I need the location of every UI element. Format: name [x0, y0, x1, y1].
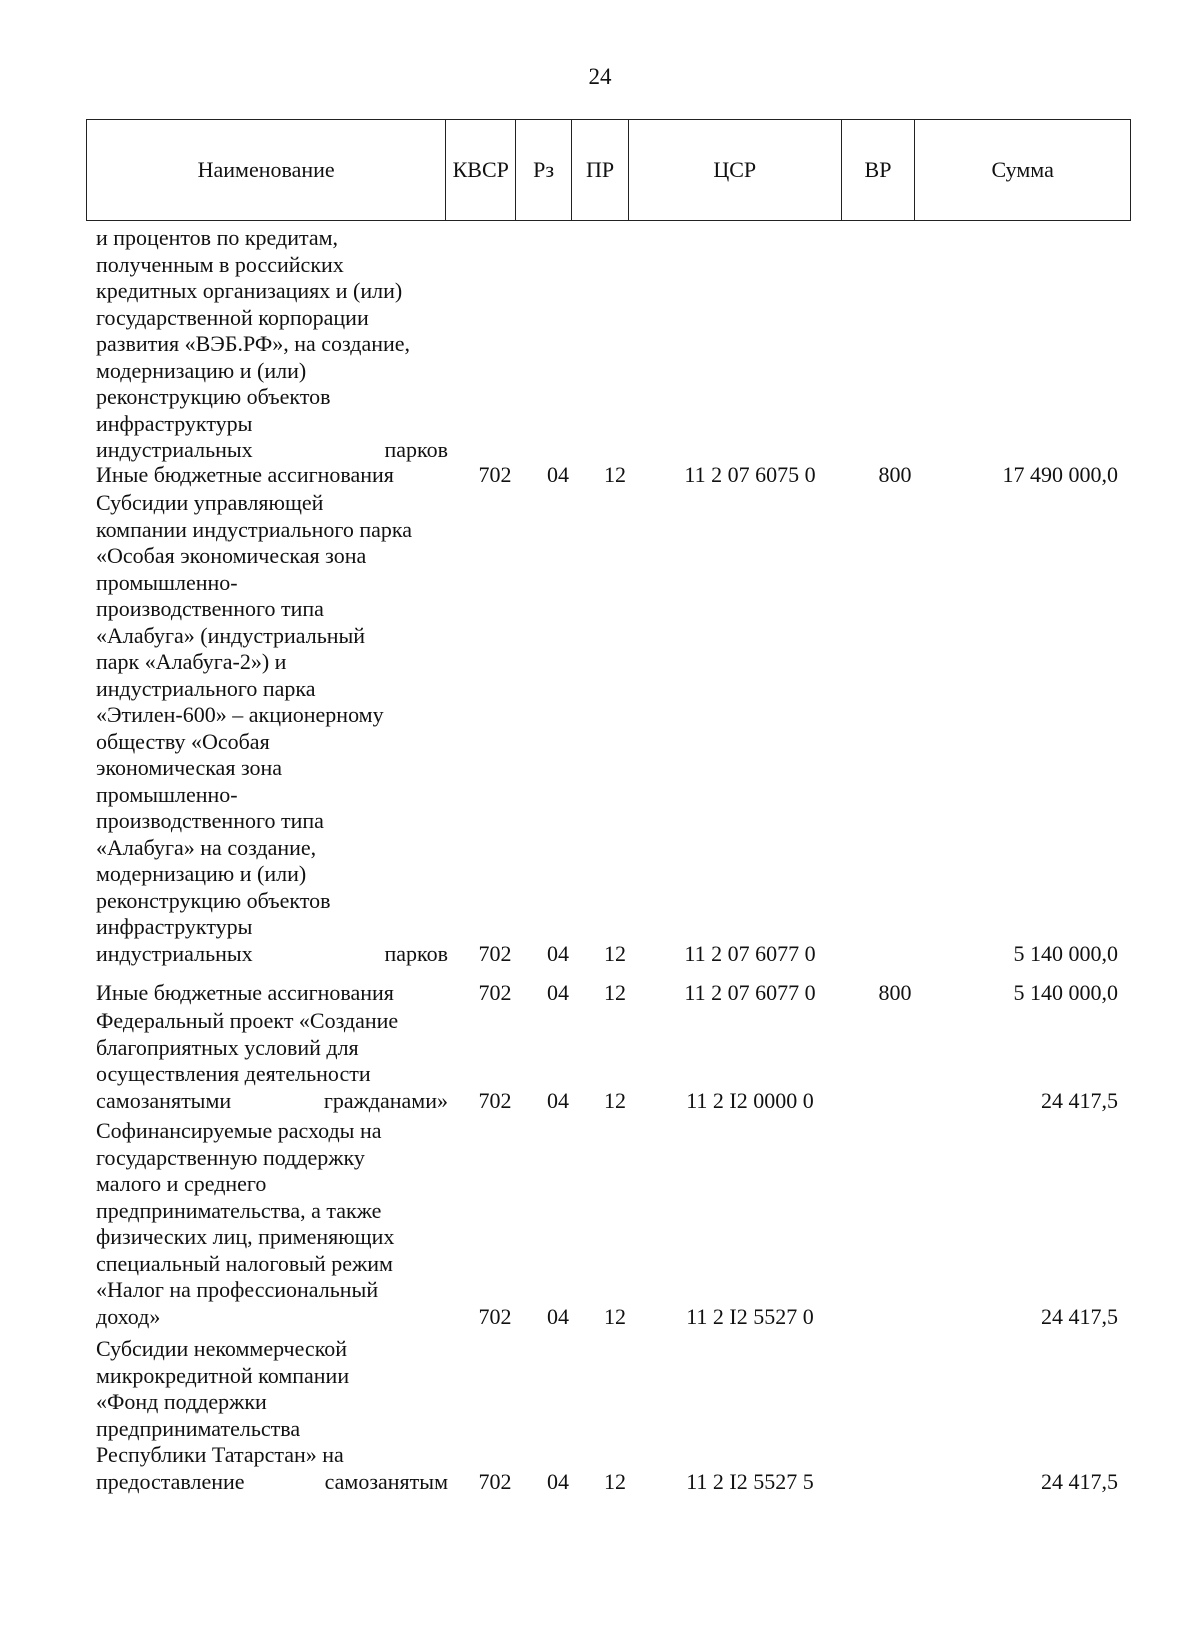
- row-name-line: производственного типа: [96, 808, 324, 833]
- cell-pr: 12: [604, 1303, 626, 1329]
- row-name-line: микрокредитной компании: [96, 1362, 350, 1388]
- row-name: [96, 225, 448, 464]
- cell-csr: 11 2 I2 0000 0: [686, 1087, 814, 1113]
- row-name-line: индустриального парка: [96, 675, 316, 701]
- row-name: [96, 980, 448, 1007]
- header-name: Наименование: [87, 120, 446, 220]
- cell-kvsr: 702: [478, 940, 512, 966]
- row-name-line: реконструкцию объектов: [96, 887, 331, 913]
- row-name-line: промышленно-: [96, 781, 238, 807]
- cell-pr: 12: [604, 980, 626, 1005]
- cell-rz: 04: [547, 1087, 569, 1113]
- row-name-line: специальный налоговый режим: [96, 1250, 393, 1276]
- cell-pr: 12: [604, 462, 626, 487]
- header-kvsr: КВСР: [446, 120, 516, 220]
- cell-rz: 04: [547, 940, 569, 966]
- cell-sum: 24 417,5: [1041, 1303, 1118, 1329]
- cell-rz: 04: [547, 1468, 569, 1494]
- cell-sum: 5 140 000,0: [1013, 980, 1118, 1005]
- cell-vr: 800: [878, 462, 912, 487]
- row-name-line: Иные бюджетные ассигнования: [96, 980, 394, 1005]
- row-name-line: кредитных организациях и (или): [96, 278, 403, 303]
- header-csr: ЦСР: [629, 120, 842, 220]
- row-name-line: обществу «Особая: [96, 728, 270, 754]
- row-name-line: осуществления деятельности: [96, 1061, 371, 1086]
- row-name: [96, 490, 448, 967]
- row-name-line: «Алабуга» (индустриальный: [96, 622, 366, 648]
- row-name-line: индустриальных парков: [96, 437, 448, 462]
- cell-csr: 11 2 I2 5527 0: [686, 1303, 814, 1329]
- cell-csr: 11 2 07 6077 0: [684, 980, 816, 1005]
- header-pr: ПР: [572, 120, 629, 220]
- cell-csr: 11 2 I2 5527 5: [686, 1468, 814, 1494]
- cell-pr: 12: [604, 1087, 626, 1113]
- row-name-line: доход»: [96, 1303, 161, 1329]
- cell-rz: 04: [547, 462, 569, 487]
- cell-csr: 11 2 07 6075 0: [684, 462, 816, 487]
- row-name-line: реконструкцию объектов: [96, 384, 331, 409]
- row-name-line: государственной корпорации: [96, 304, 369, 330]
- cell-kvsr: 702: [478, 1468, 512, 1494]
- cell-rz: 04: [547, 1303, 569, 1329]
- row-name-line: индустриальных парков: [96, 940, 448, 966]
- row-name-line: инфраструктуры: [96, 914, 253, 939]
- row-name: [96, 1336, 448, 1495]
- cell-sum: 24 417,5: [1041, 1468, 1118, 1494]
- header-vr: ВР: [842, 120, 916, 220]
- row-name-line: предпринимательства, а также: [96, 1197, 382, 1223]
- row-name-line: Субсидии управляющей: [96, 490, 324, 515]
- row-name-line: «Фонд поддержки: [96, 1389, 267, 1414]
- row-name-line: благоприятных условий для: [96, 1034, 359, 1060]
- cell-sum: 17 490 000,0: [1002, 462, 1118, 487]
- cell-sum: 24 417,5: [1041, 1087, 1118, 1113]
- row-name-line: физических лиц, применяющих: [96, 1224, 395, 1249]
- row-name-line: парк «Алабуга-2») и: [96, 649, 287, 674]
- row-name-line: предпринимательства: [96, 1415, 301, 1441]
- header-sum: Сумма: [991, 157, 1054, 182]
- row-name-line: инфраструктуры: [96, 410, 253, 436]
- row-name-line: государственную поддержку: [96, 1144, 365, 1170]
- row-name-line: и процентов по кредитам,: [96, 225, 339, 250]
- row-name-line: предоставление самозанятым: [96, 1468, 448, 1494]
- row-name-line: развития «ВЭБ.РФ», на создание,: [96, 331, 411, 356]
- cell-vr: 800: [878, 980, 912, 1005]
- row-name-line: компании индустриального парка: [96, 516, 412, 542]
- cell-kvsr: 702: [478, 1303, 512, 1329]
- row-name-line: «Особая экономическая зона: [96, 543, 367, 568]
- table-header: [86, 119, 1131, 221]
- row-name-line: Федеральный проект «Создание: [96, 1008, 399, 1033]
- cell-pr: 12: [604, 940, 626, 966]
- row-name-line: модернизацию и (или): [96, 861, 307, 886]
- row-name-line: Республики Татарстан» на: [96, 1442, 344, 1467]
- row-name-line: полученным в российских: [96, 251, 344, 277]
- row-name-line: Софинансируемые расходы на: [96, 1118, 382, 1143]
- cell-rz: 04: [547, 980, 569, 1005]
- row-name-line: самозанятыми гражданами»: [96, 1087, 448, 1113]
- row-name-line: экономическая зона: [96, 755, 283, 780]
- cell-kvsr: 702: [478, 462, 512, 487]
- row-name: [96, 462, 448, 489]
- cell-sum: 5 140 000,0: [1013, 940, 1118, 966]
- cell-kvsr: 702: [478, 1087, 512, 1113]
- row-name-line: модернизацию и (или): [96, 357, 307, 383]
- row-name-line: «Этилен-600» – акционерному: [96, 702, 384, 727]
- row-name-line: малого и среднего: [96, 1171, 267, 1196]
- row-name-line: «Налог на профессиональный: [96, 1277, 379, 1302]
- row-name-line: промышленно-: [96, 569, 238, 595]
- row-name-line: производственного типа: [96, 596, 324, 621]
- cell-csr: 11 2 07 6077 0: [684, 940, 816, 966]
- row-name-line: Иные бюджетные ассигнования: [96, 462, 394, 487]
- row-name-line: Субсидии некоммерческой: [96, 1336, 348, 1361]
- header-rz: Рз: [516, 120, 572, 220]
- row-name-line: «Алабуга» на создание,: [96, 834, 317, 860]
- page-number: 24: [588, 64, 612, 89]
- cell-kvsr: 702: [478, 980, 512, 1005]
- row-name: [96, 1118, 448, 1330]
- row-name: [96, 1008, 448, 1114]
- cell-pr: 12: [604, 1468, 626, 1494]
